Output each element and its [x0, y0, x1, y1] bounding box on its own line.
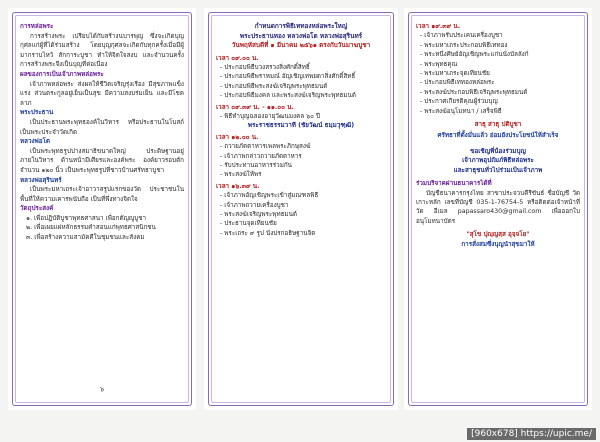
- panel-middle-content: [216, 22, 386, 396]
- list-item: - พระพุทธคุณ: [420, 60, 580, 69]
- panel-left-content: [20, 22, 184, 396]
- section-3: [20, 108, 184, 137]
- section-5: [20, 176, 184, 205]
- invitation-line: และสาธุชนทั่วไปร่วมเป็นเจ้าภาพ: [453, 166, 543, 174]
- list-item: - พระสงฆ์อนุโมทนา / เสร็จพิธี: [420, 107, 580, 116]
- list-item: - ประกอบพิธีบวงสรวงสิ่งศักดิ์สิทธิ์: [220, 63, 386, 72]
- brochure-panel-right: [404, 8, 592, 410]
- list-item: - ประกอบพิธีเททองหล่อพระ: [420, 78, 580, 87]
- list-item: - เจ้าภาพถวายเครื่องบูชา: [220, 201, 386, 210]
- list-item: - เจ้าภาพอัญเชิญพระเข้าสู่มณฑลพิธี: [220, 191, 386, 200]
- list-item: - ประกอบพิธีมงคล และพระสงฆ์เจริญพระพุทธมนต์: [220, 91, 386, 100]
- section-body: เป็นพระพุทธรูปปางสมาธิขนาดใหญ่ ประดิษฐานอยู่ภายในวิหาร ด้านหน้ามีเศียรและองค์พระ องค์ยาวรอบตัก จำนวน ๑๒๐ นิ้ว เป็นพระพุทธรูปที่ชาวบ้านศรัทธาบูชา: [20, 147, 184, 174]
- list-item: - เจ้าภาพกล่าวถวายภัตตาหาร: [220, 152, 386, 161]
- slot-items: [216, 63, 386, 101]
- list-item: ๑. เพื่อปฏิบัติบูชาพุทธศาสนา เพื่อกตัญญูบูชา: [26, 214, 147, 222]
- list-item: - พระมหาเถระประกอบพิธีเททอง: [420, 41, 580, 50]
- section-heading: หลวงพ่อโต: [20, 138, 51, 146]
- section-body: เป็นพระมหาเถระเจ้าอาวาสรูปแรกของวัด ประชาชนในพื้นที่ให้ความเคารพนับถือ เป็นที่พึ่งทางจิตใจ: [20, 186, 184, 203]
- objectives-list: [20, 214, 184, 243]
- slot-time: เวลา ๐๙.๐๐ น.: [216, 54, 259, 62]
- schedule-date: วันพฤหัสบดีที่ ๑ มีนาคม ๒๕๖๑ ตรงกับวันมาฆบูชา: [231, 41, 371, 49]
- schedule-slot: [216, 133, 386, 180]
- slot-time: เวลา ๐๙.๓๙ น. - ๑๑.๐๐ น.: [216, 103, 294, 111]
- slot-items: [216, 142, 386, 180]
- list-item: - พระหนึ่งศิษย์อัญเชิญพระแก่นนั่งบัลลังก์: [420, 50, 580, 59]
- list-item: - ประกาศเกียรติคุณผู้ร่วมบุญ: [420, 97, 580, 106]
- schedule-title-line: พระประธานทอง หลวงพ่อโต หลวงพ่อสุรินทร์: [239, 31, 363, 40]
- slot-time: เวลา ๑๖.๓๙ น.: [216, 182, 260, 190]
- schedule-title: [216, 22, 386, 51]
- section-heading: หลวงพ่อสุรินทร์: [20, 176, 62, 184]
- section-1: [20, 22, 184, 70]
- list-item: - เจ้าภาพรับประเคนเครื่องบูชา: [420, 31, 580, 40]
- list-item: - ประกอบพิธีพราหมณ์ อัญเชิญเทพยดาสิ่งศักดิ์สิทธิ์: [220, 72, 386, 81]
- section-heading: วัตถุประสงค์: [20, 205, 54, 213]
- invitation: [416, 147, 580, 175]
- slot-items: [416, 31, 580, 116]
- image-watermark: [960x678] https://upic.me/: [467, 428, 596, 440]
- section-heading: การหล่อพระ: [20, 23, 54, 30]
- schedule-slot: [216, 182, 386, 238]
- section-heading: พระประธาน: [20, 109, 54, 117]
- slot-time: เวลา ๑๙.๓๙ น.: [416, 23, 461, 30]
- section-body: เจ้าภาพหล่อพระ ส่งผลให้ชีวิตเจริญรุ่งเรือง มีสุขภาพแข็งแรง ส่วนตระกูลอยู่เย็นเป็นสุข มีความสงบร่มเย็น และมีโชคลาภ: [20, 80, 184, 107]
- list-item: - พระเถระ ๙ รูป นั่งปรกอธิษฐานจิต: [220, 229, 386, 238]
- invitation-line: เจ้าภาพอุปถัมภ์พิธีหล่อพระ: [462, 157, 534, 165]
- quote-line: สาธุ สาธุ ปติบูชา: [474, 121, 522, 129]
- quote-line: ศรัทธาที่ตั้งมั่นแล้ว ย่อมยังประโยชน์ให้สำเร็จ: [437, 132, 559, 140]
- schedule-slot: [216, 103, 386, 131]
- page-number: ๖: [100, 386, 104, 393]
- list-item: - พระสงฆ์ให้พร: [220, 170, 386, 179]
- schedule-title-line: กำหนดการพิธีเททองหล่อพระใหญ่: [254, 22, 348, 30]
- section-heading: ผลของการเป็นเจ้าภาพหล่อพระ: [20, 70, 104, 78]
- panel-right-content: [416, 22, 580, 396]
- list-item: - ถวายภัตตาหารเพลพระภิกษุสงฆ์: [220, 142, 386, 151]
- invitation-line: ขอเชิญพี่น้องร่วมบุญ: [470, 147, 526, 155]
- list-item: ๒. เพื่อเผยแผ่หลักธรรมคำสอนแก่พุทธศาสนิกชน: [26, 224, 156, 232]
- list-item: ๓. เพื่อสร้างความสามัคคีในชุมชนและสังคม: [26, 234, 145, 242]
- schedule-slot: [216, 54, 386, 101]
- list-item: - พระมหาเถระจุดเทียนชัย: [420, 69, 580, 78]
- list-item: - พระสงฆ์เจริญพระพุทธมนต์: [220, 210, 386, 219]
- honoree-name: พระราชธรรมวาที (ชัยวัฒน์ ธมฺมวุฑฺฒิ): [247, 122, 355, 130]
- list-item: - ประธานจุดเทียนชัย: [220, 219, 386, 228]
- section-objectives: [20, 204, 184, 242]
- slot-time: เวลา ๑๒.๐๐ น.: [216, 133, 259, 141]
- slot-items: [216, 112, 386, 121]
- closing-motto: "สุโข ปุญฺญสฺส อุจฺจโย": [466, 231, 530, 239]
- brochure-panel-left: [8, 8, 196, 410]
- section-2: [20, 70, 184, 108]
- list-item: - รับประทานอาหารร่วมกัน: [220, 161, 386, 170]
- list-item: - พิธีทำบุญฉลองอายุวัฒนมงคล ๖๐ ปี: [220, 112, 386, 121]
- section-4: [20, 137, 184, 175]
- section-body: เป็นประธานพระพุทธองค์ในวิหาร หรือประธานในโบสถ์ เป็นพระประจำวัดเกิด: [20, 118, 184, 136]
- brochure-panel-middle: [204, 8, 398, 410]
- list-item: - ประกอบพิธีพระสงฆ์เจริญพระพุทธมนต์: [220, 82, 386, 91]
- donation-heading: ร่วมบริจาคผ่านธนาคารได้ที่: [416, 180, 492, 188]
- section-body: การสร้างพระ เปรียบได้กับสร้างนบารพุญ ซึ่งจะเกิดบุญกุศลแก่ผู้ที่ได้ร่วมสร้าง โดยบุญกุศลจะเกิดกับทุกครั้งเมื่อมีผู้มากราบไหว้ สักการะบูชา ทำให้จิตใจสงบ และจำนวนครั้ง การสร้างพระจึงเป็นบุญที่ต่อเนื่อง: [20, 32, 184, 69]
- list-item: - พระสงฆ์ประกอบพิธีเจริญพระพุทธมนต์: [420, 88, 580, 97]
- slot-items: [216, 191, 386, 238]
- closing-motto-translation: การสั่งสมซึ่งบุญนำสุขมาให้: [461, 240, 535, 248]
- donation-details: บัญชีธนาคารกรุงไทย สาขาประจวบคีรีขันธ์ ชื่อบัญชี วัดเกาะหลัก เลขที่บัญชี 035-1-76754-5 หรือติดต่อเจ้าหน้าที่วัด อีเมล papassaro430@gmail.com เพื่อออกใบอนุโมทนาบัตร: [416, 189, 580, 225]
